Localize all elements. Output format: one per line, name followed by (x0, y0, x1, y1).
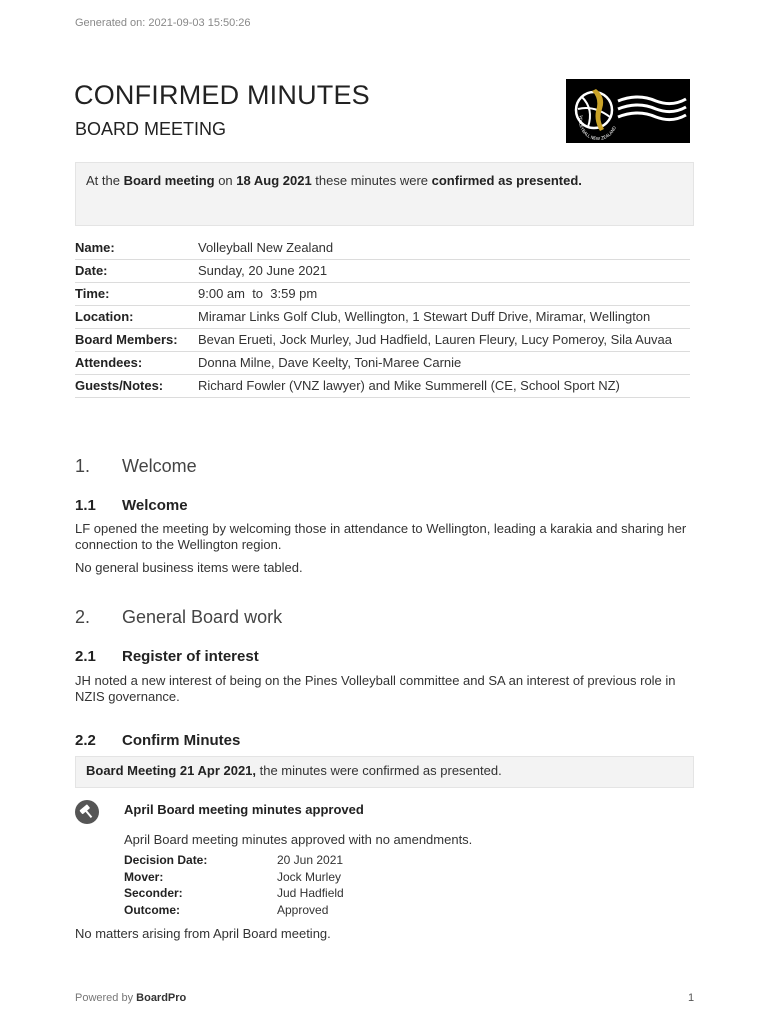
detail-row-time (75, 283, 690, 306)
detail-value: Miramar Links Golf Club, Wellington, 1 Stewart Duff Drive, Miramar, Wellington (198, 309, 651, 324)
footer-brand: BoardPro (136, 992, 187, 1004)
subsection-heading-register (75, 648, 259, 665)
svg-text:VOLLEYBALL NEW ZEALAND · POIRI (566, 79, 617, 141)
welcome-paragraph: LF opened the meeting by welcoming those in attendance to Wellington, leading a karakia and sharing her connection to the Wellington region. (75, 521, 687, 552)
detail-value: Richard Fowler (VNZ lawyer) and Mike Summerell (CE, School Sport NZ) (198, 378, 620, 393)
detail-label: Attendees: (75, 355, 143, 370)
section-number: 2. (75, 607, 91, 627)
decision-row (124, 852, 344, 869)
decision-row (124, 885, 344, 902)
subsection-number: 1.1 (75, 497, 96, 514)
section-title: General Board work (122, 607, 283, 627)
detail-row-guests (75, 375, 690, 398)
confirm-meeting-ref: Board Meeting 21 Apr 2021, (86, 763, 257, 778)
decision-value: 20 Jun 2021 (277, 853, 344, 867)
detail-row-attendees (75, 352, 690, 375)
notice-date: 18 Aug 2021 (236, 173, 312, 188)
page-subtitle: BOARD MEETING (75, 119, 227, 139)
decision-value: Jud Hadfield (277, 886, 344, 900)
confirmation-notice (75, 162, 694, 226)
meeting-details (75, 237, 690, 398)
decision-title: April Board meeting minutes approved (124, 802, 364, 817)
decision-row (124, 869, 344, 886)
no-matters-paragraph: No matters arising from April Board meeting. (75, 926, 331, 941)
section-title: Welcome (122, 456, 197, 476)
notice-text-1: At the (86, 173, 124, 188)
detail-row-location (75, 306, 690, 329)
decision-label: Decision Date: (124, 853, 208, 867)
page-title: CONFIRMED MINUTES (74, 80, 370, 110)
notice-text-3: these minutes were (311, 173, 432, 188)
decision-label: Mover: (124, 869, 164, 884)
detail-label: Date: (75, 263, 108, 278)
section-heading-welcome (75, 456, 197, 477)
detail-row-date (75, 260, 690, 283)
logo-text: VOLLEYBALL NEW ZEALAND (577, 114, 617, 141)
generated-timestamp: Generated on: 2021-09-03 15:50:26 (75, 17, 251, 29)
general-business-paragraph: No general business items were tabled. (75, 560, 303, 575)
detail-value: Volleyball New Zealand (198, 240, 334, 255)
detail-label: Board Members: (75, 332, 178, 347)
notice-status: confirmed as presented. (431, 173, 582, 188)
subsection-number: 2.2 (75, 732, 96, 749)
section-heading-general-board-work (75, 607, 282, 628)
subsection-title: Welcome (122, 497, 188, 514)
decision-details (124, 852, 344, 918)
decision-label: Outcome: (124, 902, 181, 917)
subsection-title: Register of interest (122, 648, 259, 665)
notice-text-2: on (214, 173, 237, 188)
confirm-minutes-box (75, 756, 694, 788)
detail-value: 9:00 am to 3:59 pm (198, 286, 318, 301)
decision-text: April Board meeting minutes approved with no amendments. (124, 832, 473, 847)
detail-value: Bevan Erueti, Jock Murley, Jud Hadfield, Lauren Fleury, Lucy Pomeroy, Sila Auvaa (198, 332, 673, 347)
decision-value: Jock Murley (277, 869, 342, 884)
register-paragraph: JH noted a new interest of being on the Pines Volleyball committee and SA an interest of previous role in NZIS governance. (75, 673, 676, 704)
detail-label: Name: (75, 240, 115, 255)
page-number: 1 (688, 992, 695, 1004)
decision-label: Seconder: (124, 886, 183, 900)
detail-label: Guests/Notes: (75, 378, 164, 393)
detail-row-name (75, 237, 690, 260)
notice-meeting-type: Board meeting (123, 173, 215, 188)
subsection-number: 2.1 (75, 648, 96, 665)
detail-label: Location: (75, 309, 134, 324)
gavel-icon (75, 800, 99, 824)
detail-value: Sunday, 20 June 2021 (198, 263, 328, 278)
confirm-text: the minutes were confirmed as presented. (256, 763, 502, 778)
subsection-title: Confirm Minutes (122, 732, 241, 749)
decision-row (124, 902, 344, 919)
vnz-logo (566, 79, 690, 143)
footer-powered-by (75, 992, 186, 1004)
section-number: 1. (75, 456, 91, 476)
detail-value: Donna Milne, Dave Keelty, Toni-Maree Carnie (198, 355, 462, 370)
footer-powered-text: Powered by (75, 992, 137, 1004)
detail-label: Time: (75, 286, 110, 301)
decision-value: Approved (277, 902, 329, 917)
subsection-heading-confirm-minutes (75, 732, 240, 749)
detail-row-board-members (75, 329, 690, 352)
subsection-heading-welcome (75, 497, 188, 514)
